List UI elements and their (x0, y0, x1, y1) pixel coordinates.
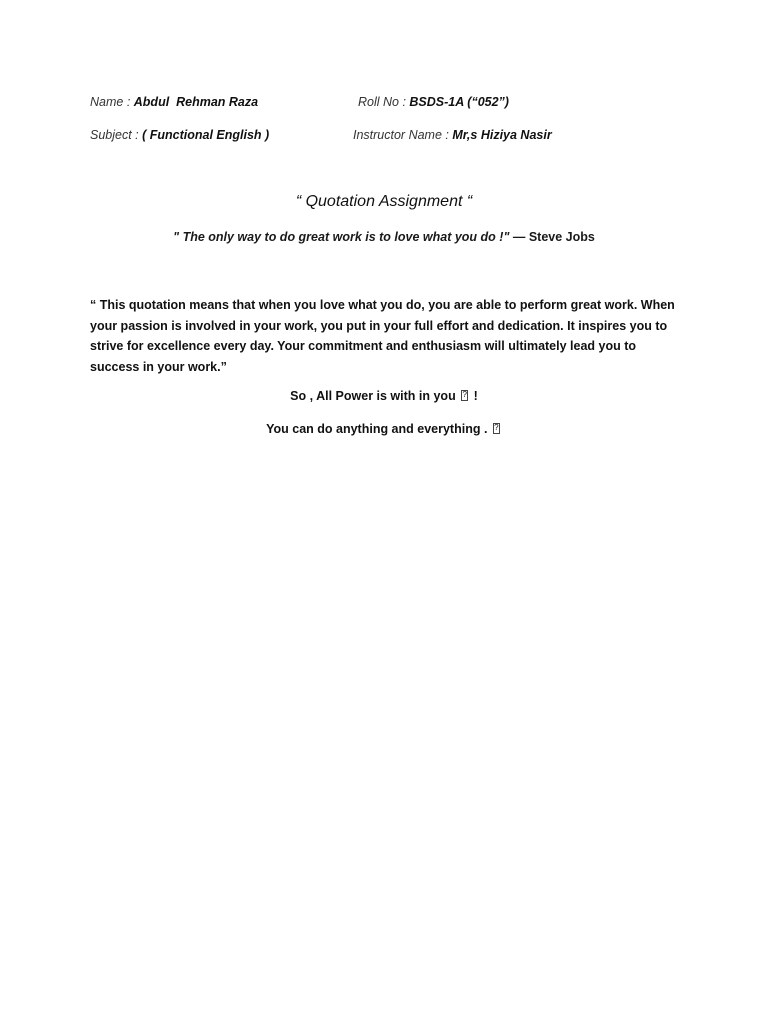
name-label: Name : (90, 95, 134, 109)
explanation-paragraph: “ This quotation means that when you love what you do, you are able to perform great work. When your passion is involved in your work, you put in your full effort and dedication. It inspires you to strive for excellence every day. Your commitment and enthusiasm will ultimately lead you to success in your work.” (90, 298, 675, 374)
roll-label: Roll No : (358, 95, 410, 109)
anything-text: You can do anything and everything . (266, 422, 491, 436)
subject-line (90, 127, 269, 143)
roll-number-line (358, 94, 509, 110)
anything-line (0, 422, 768, 436)
name-value: Abdul Rehman Raza (133, 95, 259, 109)
quote-text: " The only way to do great work is to love what you do !" (173, 230, 510, 244)
instructor-label: Instructor Name : (353, 128, 453, 142)
missing-emoji-icon (461, 390, 468, 401)
power-suffix: ! (470, 389, 478, 403)
quote-line (0, 230, 768, 244)
power-line (0, 389, 768, 403)
student-name-line (90, 94, 258, 110)
subject-label: Subject : (90, 128, 143, 142)
quote-author: — Steve Jobs (509, 230, 595, 244)
roll-value: BSDS-1A (“052”) (409, 95, 509, 109)
power-text: So , All Power is with in you (290, 389, 460, 403)
instructor-value: Mr,s Hiziya Nasir (452, 128, 552, 142)
missing-emoji-icon (493, 423, 500, 434)
subject-value: ( Functional English ) (142, 128, 270, 142)
assignment-title: “ Quotation Assignment “ (295, 193, 473, 210)
instructor-line (353, 127, 552, 143)
